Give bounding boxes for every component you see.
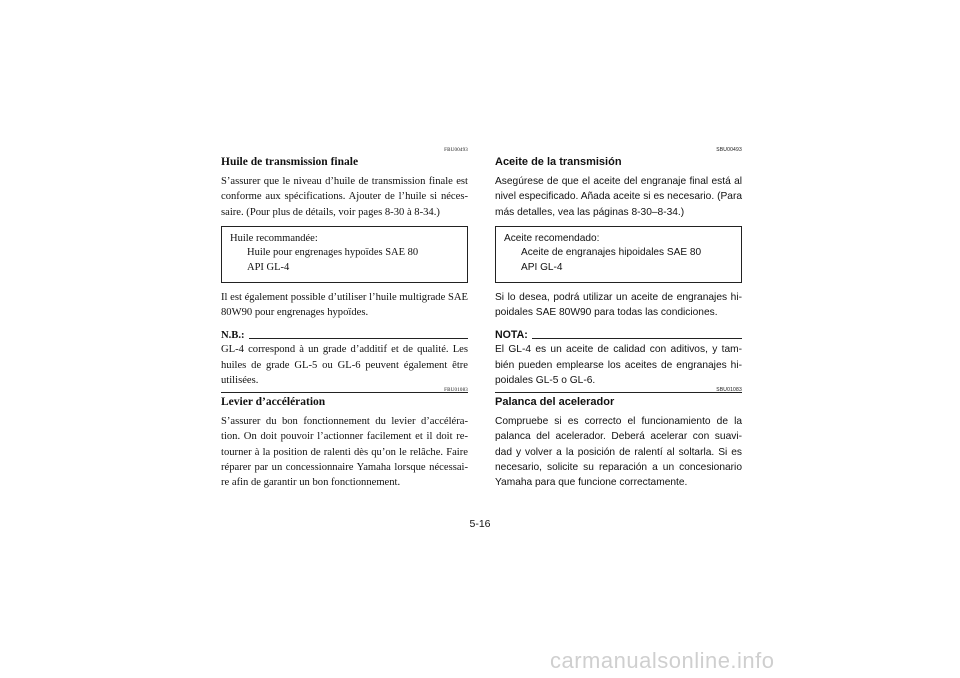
box-label: Huile recommandée: bbox=[230, 232, 318, 244]
section-title: Huile de transmission finale bbox=[221, 156, 359, 168]
section-code: SBU00493 bbox=[716, 147, 742, 153]
box-label: Aceite recomendado: bbox=[504, 232, 600, 244]
section-paragraph: Il est également possible d’utiliser l’huile multigrade SAE 80W90 pour engrenages hypoïdes. bbox=[221, 291, 468, 318]
french-column-section-transmission bbox=[221, 146, 468, 393]
recommended-oil-box bbox=[495, 226, 742, 283]
section-code: FBU00493 bbox=[444, 148, 468, 153]
box-line: Aceite de engranajes hipoidales SAE 80 bbox=[521, 247, 702, 259]
section-title: Levier d’accélération bbox=[221, 396, 326, 408]
section-paragraph: S’assurer du bon fonctionnement du levier d’accéléra-tion. On doit pouvoir l’actionner facilement et il doit re-tourner à la position de ralenti dès qu’on le relâche. Faire réparer par un concessionnaire Yamaha lorsque nécessai-re afin de garantir un bon fonctionnement. bbox=[221, 416, 468, 489]
box-line: Huile pour engrenages hypoïdes SAE 80 bbox=[247, 247, 419, 259]
note-label: NOTA: bbox=[495, 329, 528, 342]
box-line: API GL-4 bbox=[247, 262, 290, 274]
note-label: N.B.: bbox=[221, 330, 245, 342]
watermark: carmanualsonline.info bbox=[550, 648, 775, 673]
section-title: Aceite de la transmisión bbox=[495, 156, 622, 168]
note-header bbox=[495, 329, 742, 342]
french-column-section-throttle bbox=[221, 386, 468, 490]
section-paragraph: S’assurer que le niveau d’huile de transmission finale est conforme aux spécifications. Ajouter de l’huile si néces-saire. (Pour plus de détails, voir pages 8-30 à 8-34.) bbox=[221, 176, 468, 218]
section-title: Palanca del acelerador bbox=[495, 396, 615, 408]
note-rule bbox=[249, 338, 468, 339]
section-paragraph: Si lo desea, podrá utilizar un aceite de engranajes hi-poidales SAE 80W90 para todas las condiciones. bbox=[495, 291, 742, 318]
spanish-column-section-throttle bbox=[495, 386, 742, 490]
page-number: 5-16 bbox=[469, 518, 491, 530]
section-paragraph: Asegúrese de que el aceite del engranaje final está al nivel especificado. Añada aceite si es necesario. (Para más detalles, vea las páginas 8-30–8-34.) bbox=[495, 176, 742, 218]
note-text: El GL-4 es un aceite de calidad con aditivos, y tam-bién pueden emplearse los aceites de engranajes hi-poidales GL-5 o GL-6. bbox=[495, 344, 742, 386]
recommended-oil-box bbox=[221, 226, 468, 283]
box-line: API GL-4 bbox=[521, 262, 563, 274]
note-header bbox=[221, 329, 468, 342]
note-rule bbox=[532, 338, 742, 339]
spanish-column-section-transmission bbox=[495, 146, 742, 393]
section-paragraph: Compruebe si es correcto el funcionamiento de la palanca del acelerador. Deberá acelerar con suavi-dad y volver a la posición de ralentí al soltarla. Si es necesario, solicite su reparación a un concesionario Yamaha para que funcione correctamente. bbox=[495, 416, 742, 489]
section-code: FBU01083 bbox=[444, 388, 468, 393]
section-code: SBU01083 bbox=[716, 387, 742, 393]
note-text: GL-4 correspond à un grade d’additif et de qualité. Les huiles de grade GL-5 ou GL-6 peuvent également être utilisées. bbox=[221, 344, 468, 386]
